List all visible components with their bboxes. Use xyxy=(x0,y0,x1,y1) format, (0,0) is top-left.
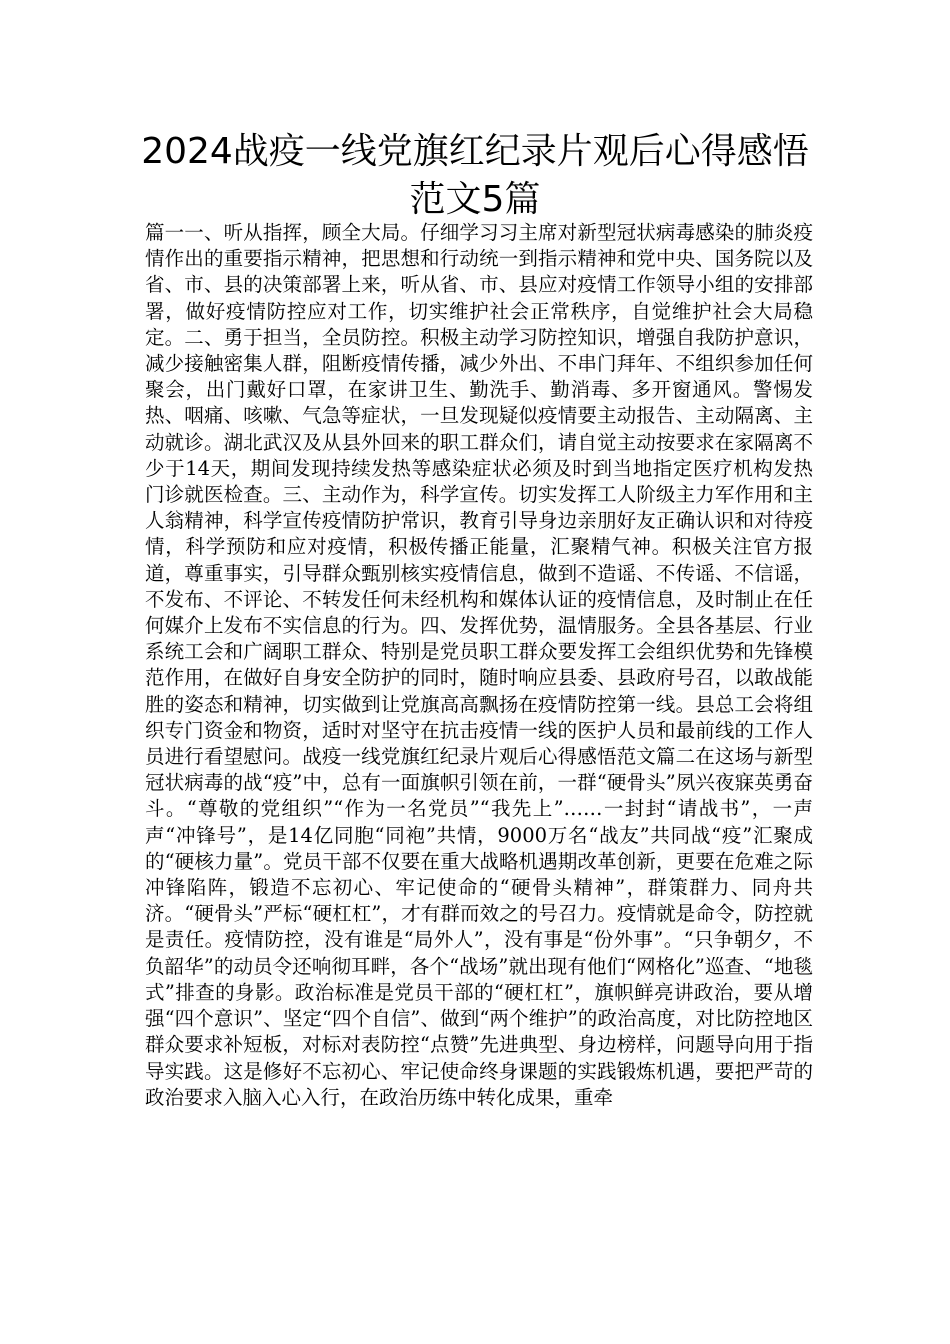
document-title: 2024战疫一线党旗红纪录片观后心得感悟范文5篇 xyxy=(141,131,809,220)
document-body: 篇一一、听从指挥，顾全大局。仔细学习习主席对新型冠状病毒感染的肺炎疫情作出的重要指示精神，把思想和行动统一到指示精神和党中央、国务院以及省、市、县的决策部署上来，听从省、市、县应对疫情工作领导小组的安排部署，做好疫情防控应对工作，切实维护社会正常秩序，自觉维护社会大局稳定。二、勇于担当，全员防控。积极主动学习防控知识，增强自我防护意识，减少接触密集人群，阻断疫情传播，减少外出、不串门拜年、不组织参加任何聚会，出门戴好口罩，在家讲卫生、勤洗手、勤消毒、多开窗通风。警惕发热、咽痛、咳嗽、气急等症状，一旦发现疑似疫情要主动报告、主动隔离、主动就诊。湖北武汉及从县外回来的职工群众们，请自觉主动按要求在家隔离不少于14天，期间发现持续发热等感染症状必须及时到当地指定医疗机构发热门诊就医检查。三、主动作为，科学宣传。切实发挥工人阶级主力军作用和主人翁精神，科学宣传疫情防护常识，教育引导身边亲朋好友正确认识和对待疫情，科学预防和应对疫情，积极传播正能量，汇聚精气神。积极关注官方报道，尊重事实，引导群众甄别核实疫情信息，做到不造谣、不传谣、不信谣，不发布、不评论、不转发任何未经机构和媒体认证的疫情信息，及时制止在任何媒介上发布不实信息的行为。四、发挥优势，温情服务。全县各基层、行业系统工会和广阔职工群众、特别是党员职工群众要发挥工会组织优势和先锋模范作用，在做好自身安全防护的同时，随时响应县委、县政府号召，以敢战能胜的姿态和精神，切实做到让党旗高高飘扬在疫情防控第一线。县总工会将组织专门资金和物资，适时对坚守在抗击疫情一线的医护人员和最前线的工作人员进行看望慰问。战疫一线党旗红纪录片观后心得感悟范文篇二在这场与新型冠状病毒的战“疫”中，总有一面旗帜引领在前，一群“硬骨头”夙兴夜寐英勇奋斗。“尊敬的党组织”“作为一名党员”“我先上”……一封封“请战书”，一声声“冲锋号”，是14亿同胞“同袍”共情，9000万名“战友”共同战“疫”汇聚成的“硬核力量”。党员干部不仅要在重大战略机遇期改革创新，更要在危难之际冲锋陷阵，锻造不忘初心、牢记使命的“硬骨头精神”，群策群力、同舟共济。“硬骨头”严标“硬杠杠”，才有群而效之的号召力。疫情就是命令，防控就是责任。疫情防控，没有谁是“局外人”，没有事是“份外事”。“只争朝夕，不负韶华”的动员令还响彻耳畔，各个“战场”就出现有他们“网格化”巡查、“地毯式”排查的身影。政治标准是党员干部的“硬杠杠”，旗帜鲜亮讲政治，要从增强“四个意识”、坚定“四个自信”、做到“两个维护”的政治高度，对比防控地区群众要求补短板，对标对表防控“点赞”先进典型、身边榜样，问题导向用于指导实践。这是修好不忘初心、牢记使命终身课题的实践锻炼机遇，要把严苛的政治要求入脑入心入行，在政治历练中转化成果，重牵 xyxy=(145,221,813,1109)
